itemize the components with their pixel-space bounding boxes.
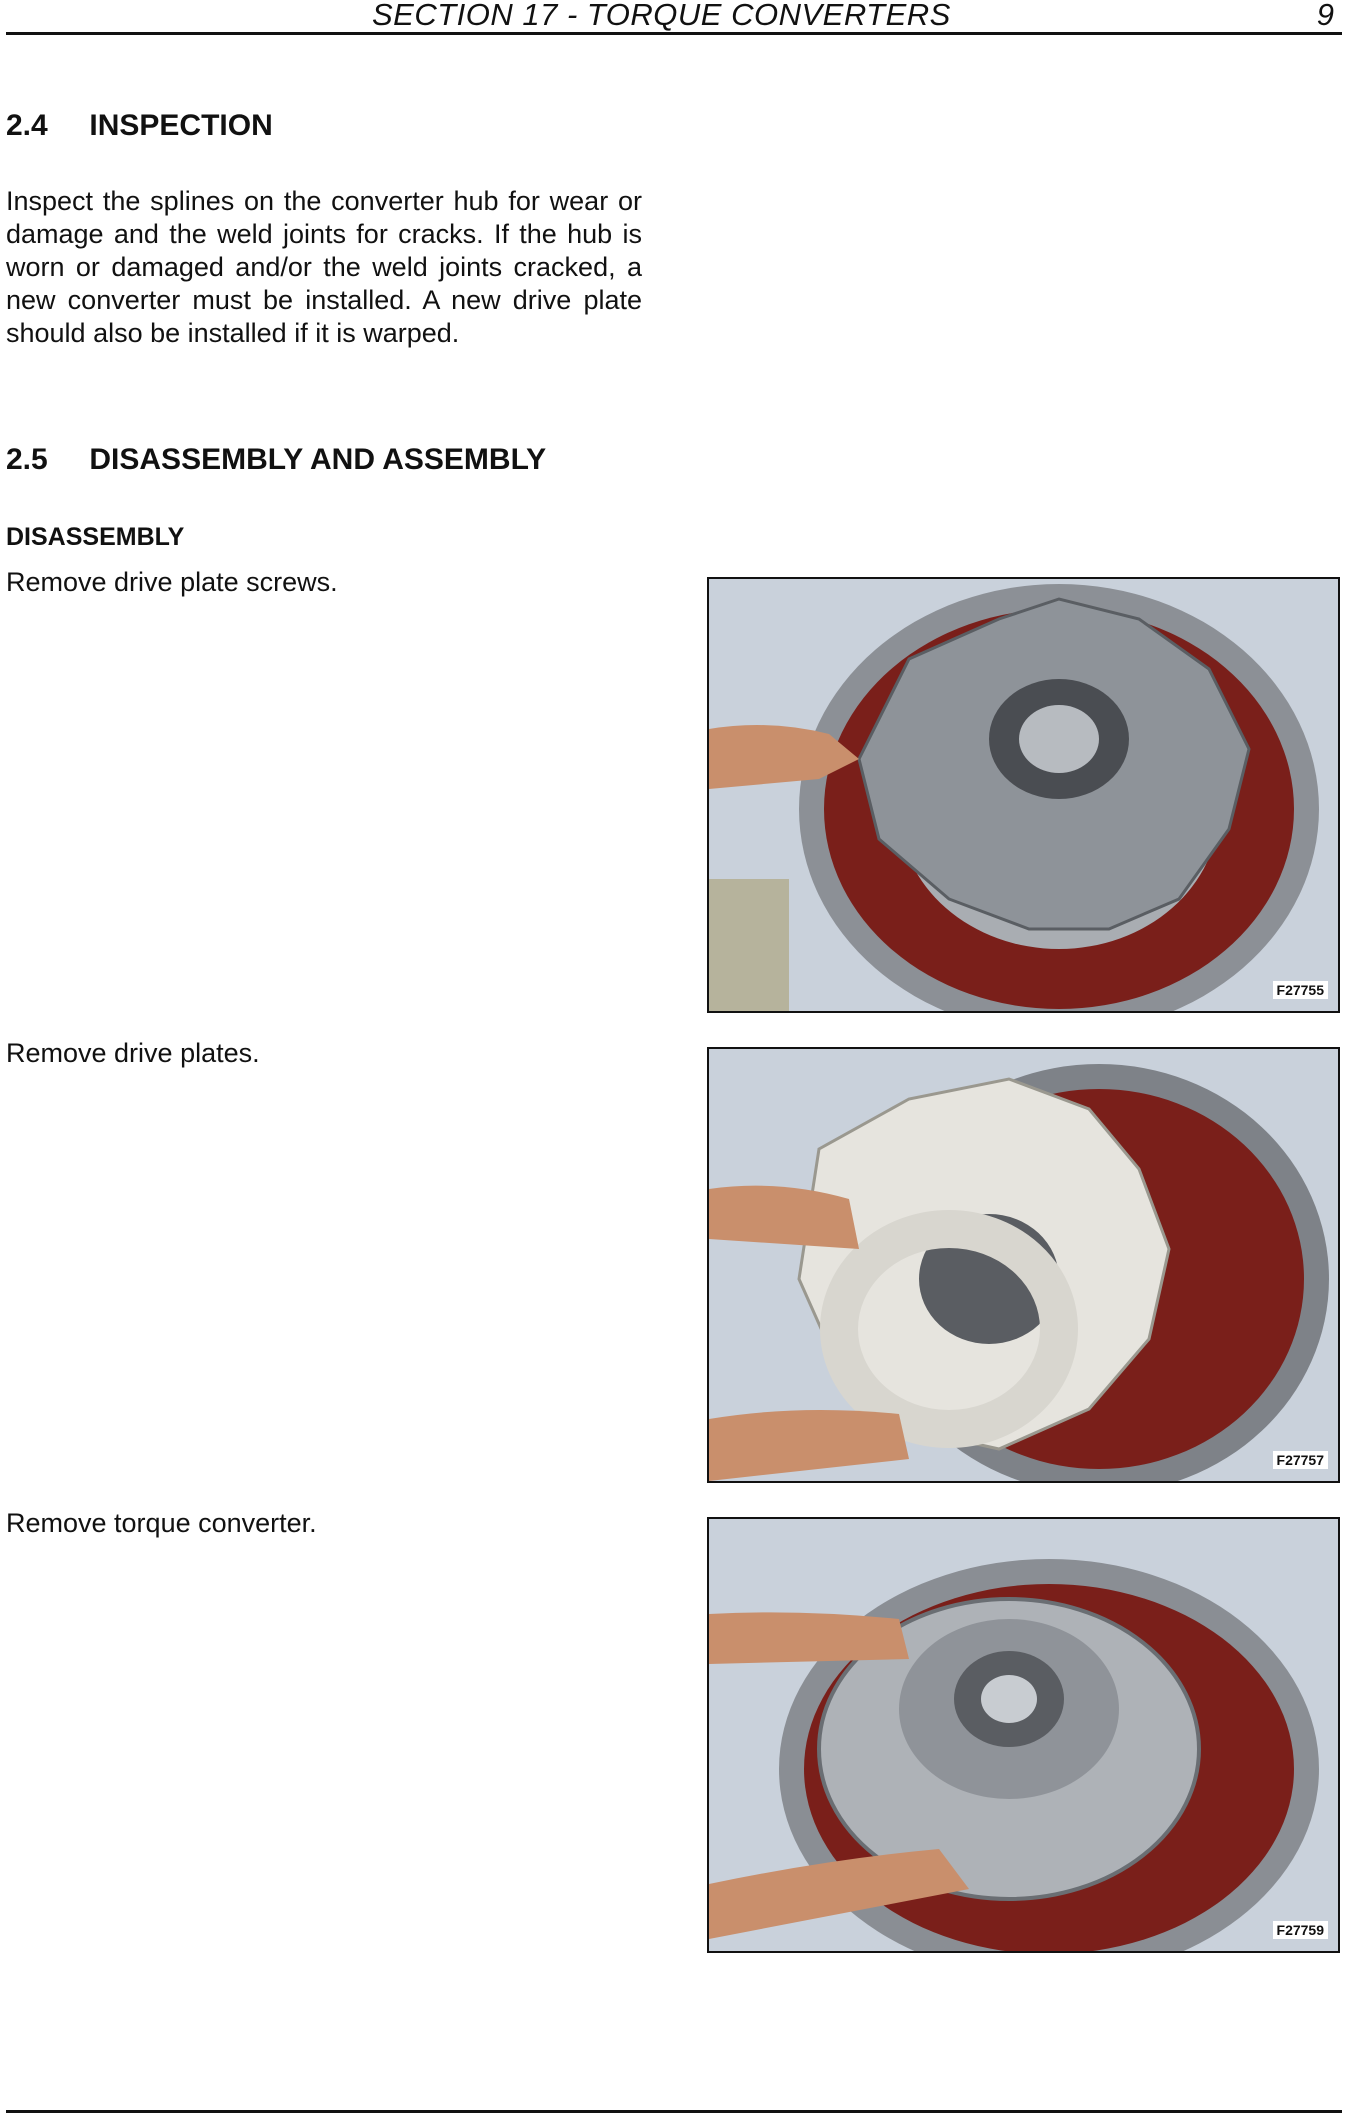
- page-header: [6, 0, 1342, 35]
- torque-converter-photo: [709, 1519, 1338, 1951]
- inspection-heading: 2.4 INSPECTION: [6, 109, 273, 142]
- figure-label: F27759: [1273, 1921, 1328, 1939]
- drive-plate-screws-photo: [709, 579, 1338, 1011]
- figure-label: F27757: [1273, 1451, 1328, 1469]
- step-text: Remove torque converter.: [6, 1508, 317, 1538]
- step-photo: [707, 1047, 1340, 1483]
- step-photo: [707, 1517, 1340, 1953]
- figure-label: F27755: [1273, 981, 1328, 999]
- step-text: Remove drive plate screws.: [6, 567, 338, 597]
- drive-plates-photo: [709, 1049, 1338, 1481]
- footer-rule: [6, 2110, 1342, 2113]
- section-title: SECTION 17 - TORQUE CONVERTERS: [372, 0, 951, 32]
- page-number: 9: [1316, 0, 1334, 32]
- step-photo: [707, 577, 1340, 1013]
- step-text: Remove drive plates.: [6, 1038, 260, 1068]
- disassembly-subheading: DISASSEMBLY: [6, 523, 185, 551]
- inspection-paragraph: Inspect the splines on the converter hub for wear or damage and the weld joints for cracks. If the hub is worn or damaged and/or the weld joints cracked, a new converter must be installed. A new drive plate should also be installed if it is warped.: [6, 186, 642, 348]
- disassembly-assembly-heading: 2.5 DISASSEMBLY AND ASSEMBLY: [6, 443, 547, 476]
